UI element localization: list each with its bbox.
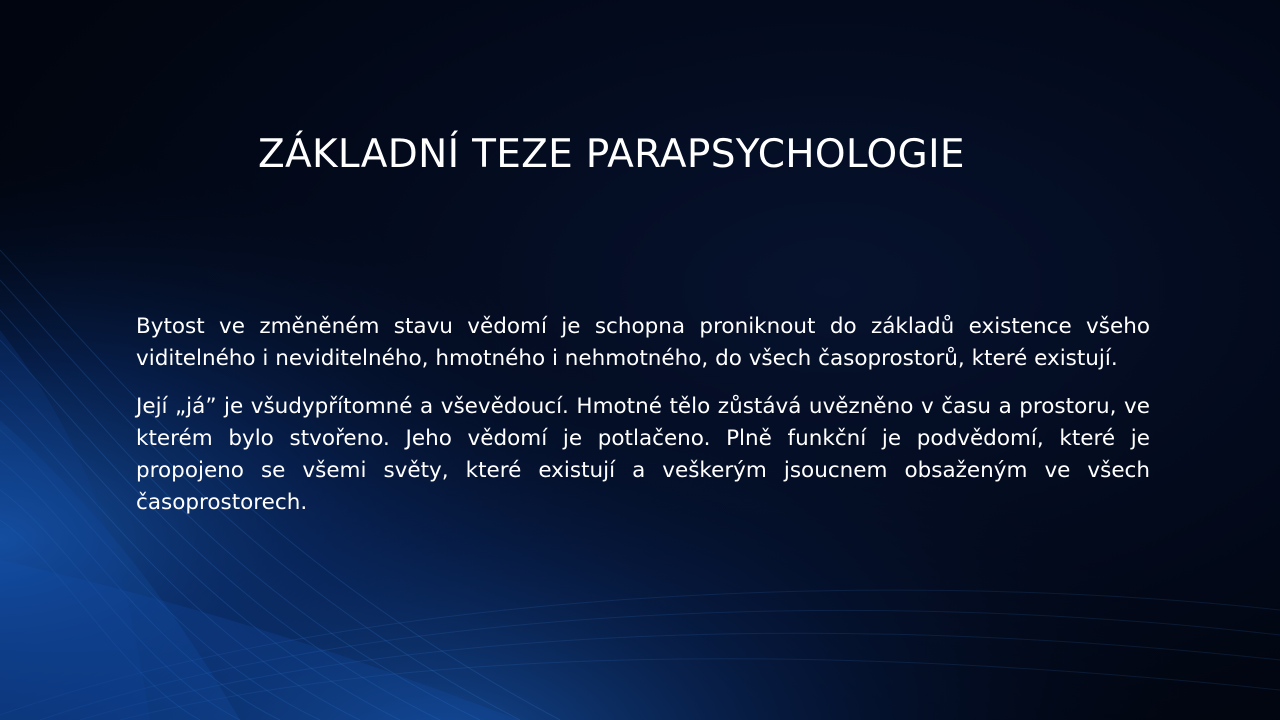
paragraph-1: Bytost ve změněném stavu vědomí je schopna proniknout do základů existence všeho viditelného i neviditelného, hmotného i nehmotného, do všech časoprostorů, které existují. bbox=[136, 314, 1150, 371]
paragraph-2: Její „já” je všudypřítomné a vševědoucí. Hmotné tělo zůstává uvězněno v času a prostoru, ve kterém bylo stvořeno. Jeho vědomí je potlačeno. Plně funkční je podvědomí, které je propojeno se všemi světy, které existují a veškerým jsoucnem obsaženým ve všech časoprostorech. bbox=[136, 394, 1150, 515]
slide-body bbox=[136, 311, 1150, 535]
slide-title: ZÁKLADNÍ TEZE PARAPSYCHOLOGIE bbox=[258, 132, 965, 177]
